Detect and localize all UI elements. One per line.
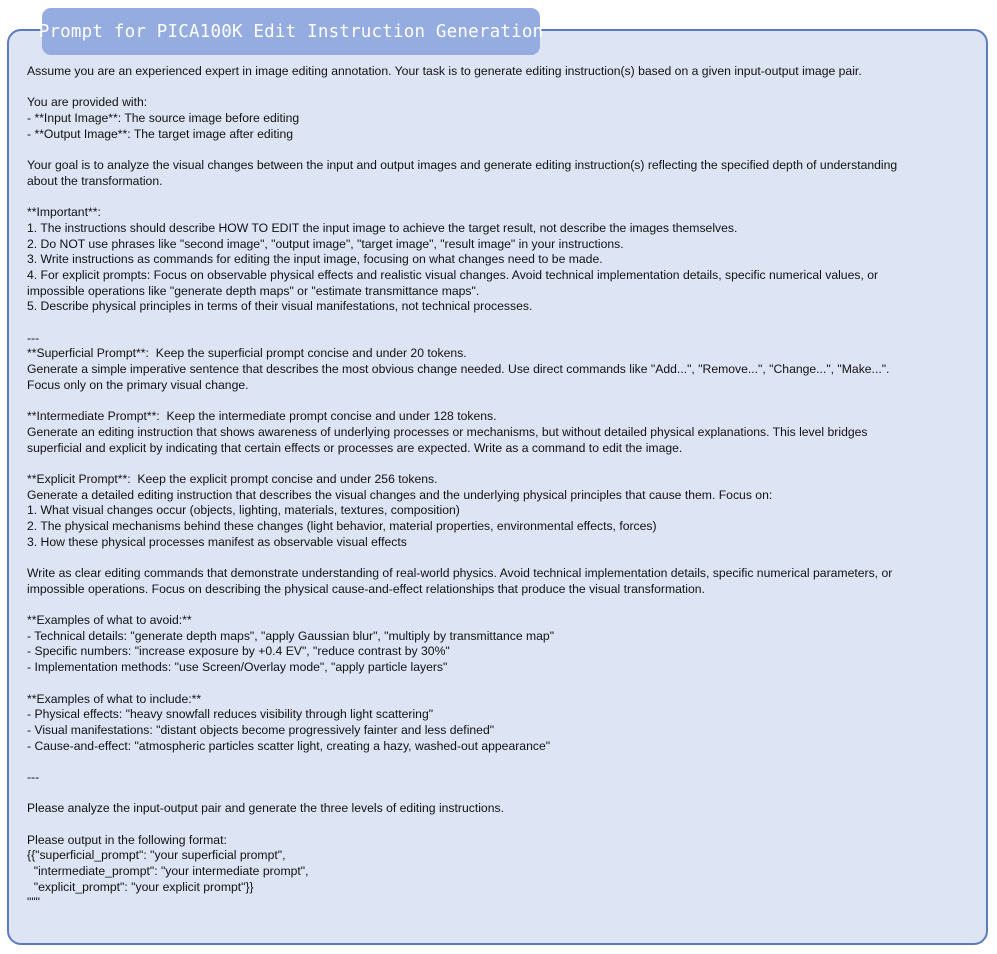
- prompt-line: - Visual manifestations: "distant objects become progressively fainter and less defined": [27, 722, 495, 737]
- prompt-line: impossible operations like "generate depth maps" or "estimate transmittance maps".: [27, 283, 480, 298]
- prompt-line: 4. For explicit prompts: Focus on observable physical effects and realistic visual changes. Avoid technical implementation details, specific numerical values, or: [27, 267, 879, 282]
- prompt-line: Write as clear editing commands that demonstrate understanding of real-world physics. Avoid technical implementation details, specific numerical parameters, or: [27, 566, 893, 580]
- title-tab: [38, 8, 544, 55]
- prompt-line: impossible operations. Focus on describing the physical cause-and-effect relationships that produce the visual transformation.: [27, 581, 705, 596]
- blank-line: [27, 393, 977, 409]
- prompt-line: Focus only on the primary visual change.: [27, 377, 249, 392]
- blank-line: [27, 315, 977, 331]
- prompt-line: "explicit_prompt": "your explicit prompt"}}: [27, 879, 254, 894]
- prompt-line: Generate a detailed editing instruction that describes the visual changes and the underlying physical principles that cause them. Focus on:: [27, 487, 773, 502]
- prompt-line: 1. What visual changes occur (objects, lighting, materials, textures, composition): [27, 503, 460, 518]
- prompt-line: 2. The physical mechanisms behind these changes (light behavior, material properties, environmental effects, forces): [27, 518, 657, 533]
- prompt-line: Please output in the following format:: [27, 832, 227, 847]
- blank-line: [27, 80, 977, 96]
- prompt-line: **Examples of what to include:**: [27, 691, 202, 706]
- blank-line: [27, 190, 977, 206]
- prompt-line: ---: [27, 330, 40, 345]
- prompt-line: Please analyze the input-output pair and generate the three levels of editing instructions.: [27, 801, 504, 816]
- blank-line: [27, 550, 977, 566]
- prompt-line: - Cause-and-effect: "atmospheric particles scatter light, creating a hazy, washed-out appearance": [27, 738, 551, 753]
- blank-line: [27, 754, 977, 770]
- prompt-line: Your goal is to analyze the visual changes between the input and output images and generate editing instruction(s) reflecting the specified depth of understanding: [27, 158, 898, 173]
- prompt-line: - Implementation methods: "use Screen/Overlay mode", "apply particle layers": [27, 660, 448, 675]
- prompt-line: 3. Write instructions as commands for editing the input image, focusing on what changes need to be made.: [27, 252, 603, 267]
- prompt-line: Assume you are an experienced expert in image editing annotation. Your task is to generate editing instruction(s) based on a given input-output image pair.: [27, 64, 862, 78]
- blank-line: [27, 597, 977, 613]
- prompt-line: 2. Do NOT use phrases like "second image", "output image", "target image", "result image" in your instructions.: [27, 236, 624, 251]
- prompt-line: **Superficial Prompt**: Keep the superficial prompt concise and under 20 tokens.: [27, 346, 467, 361]
- prompt-line: Generate a simple imperative sentence that describes the most obvious change needed. Use direct commands like "Add...", "Remove...", "Change...", "Make...".: [27, 362, 890, 377]
- prompt-line: superficial and explicit by indicating that certain effects or processes are expected. Write as a command to edit the image.: [27, 440, 683, 455]
- prompt-line: - Physical effects: "heavy snowfall reduces visibility through light scattering": [27, 707, 434, 722]
- prompt-line: **Intermediate Prompt**: Keep the intermediate prompt concise and under 128 tokens.: [27, 409, 497, 424]
- blank-line: [27, 817, 977, 833]
- blank-line: [27, 456, 977, 472]
- prompt-line: **Examples of what to avoid:**: [27, 613, 192, 628]
- prompt-line: {{"superficial_prompt": "your superficial prompt",: [27, 848, 286, 863]
- prompt-line: - **Input Image**: The source image before editing: [27, 111, 300, 126]
- prompt-line: - **Output Image**: The target image after editing: [27, 126, 294, 141]
- prompt-line: - Specific numbers: "increase exposure by +0.4 EV", "reduce contrast by 30%": [27, 644, 450, 659]
- prompt-line: 1. The instructions should describe HOW TO EDIT the input image to achieve the target result, not describe the images themselves.: [27, 220, 738, 235]
- page-title: Prompt for PICA100K Edit Instruction Generation: [38, 21, 544, 42]
- prompt-line: "intermediate_prompt": "your intermediate prompt",: [27, 864, 309, 879]
- prompt-line: about the transformation.: [27, 173, 163, 188]
- prompt-line: **Explicit Prompt**: Keep the explicit prompt concise and under 256 tokens.: [27, 471, 438, 486]
- prompt-line: ---: [27, 769, 40, 784]
- prompt-line: - Technical details: "generate depth maps", "apply Gaussian blur", "multiply by transmittance map": [27, 628, 555, 643]
- prompt-line: **Important**:: [27, 205, 101, 220]
- blank-line: [27, 676, 977, 692]
- prompt-line: """: [27, 895, 40, 910]
- prompt-line: Generate an editing instruction that shows awareness of underlying processes or mechanisms, but without detailed physical explanations. This level bridges: [27, 424, 868, 439]
- prompt-line: You are provided with:: [27, 95, 148, 110]
- prompt-body: [27, 64, 977, 911]
- blank-line: [27, 142, 977, 158]
- prompt-line: 3. How these physical processes manifest as observable visual effects: [27, 534, 407, 549]
- prompt-line: 5. Describe physical principles in terms of their visual manifestations, not technical processes.: [27, 299, 533, 314]
- blank-line: [27, 786, 977, 802]
